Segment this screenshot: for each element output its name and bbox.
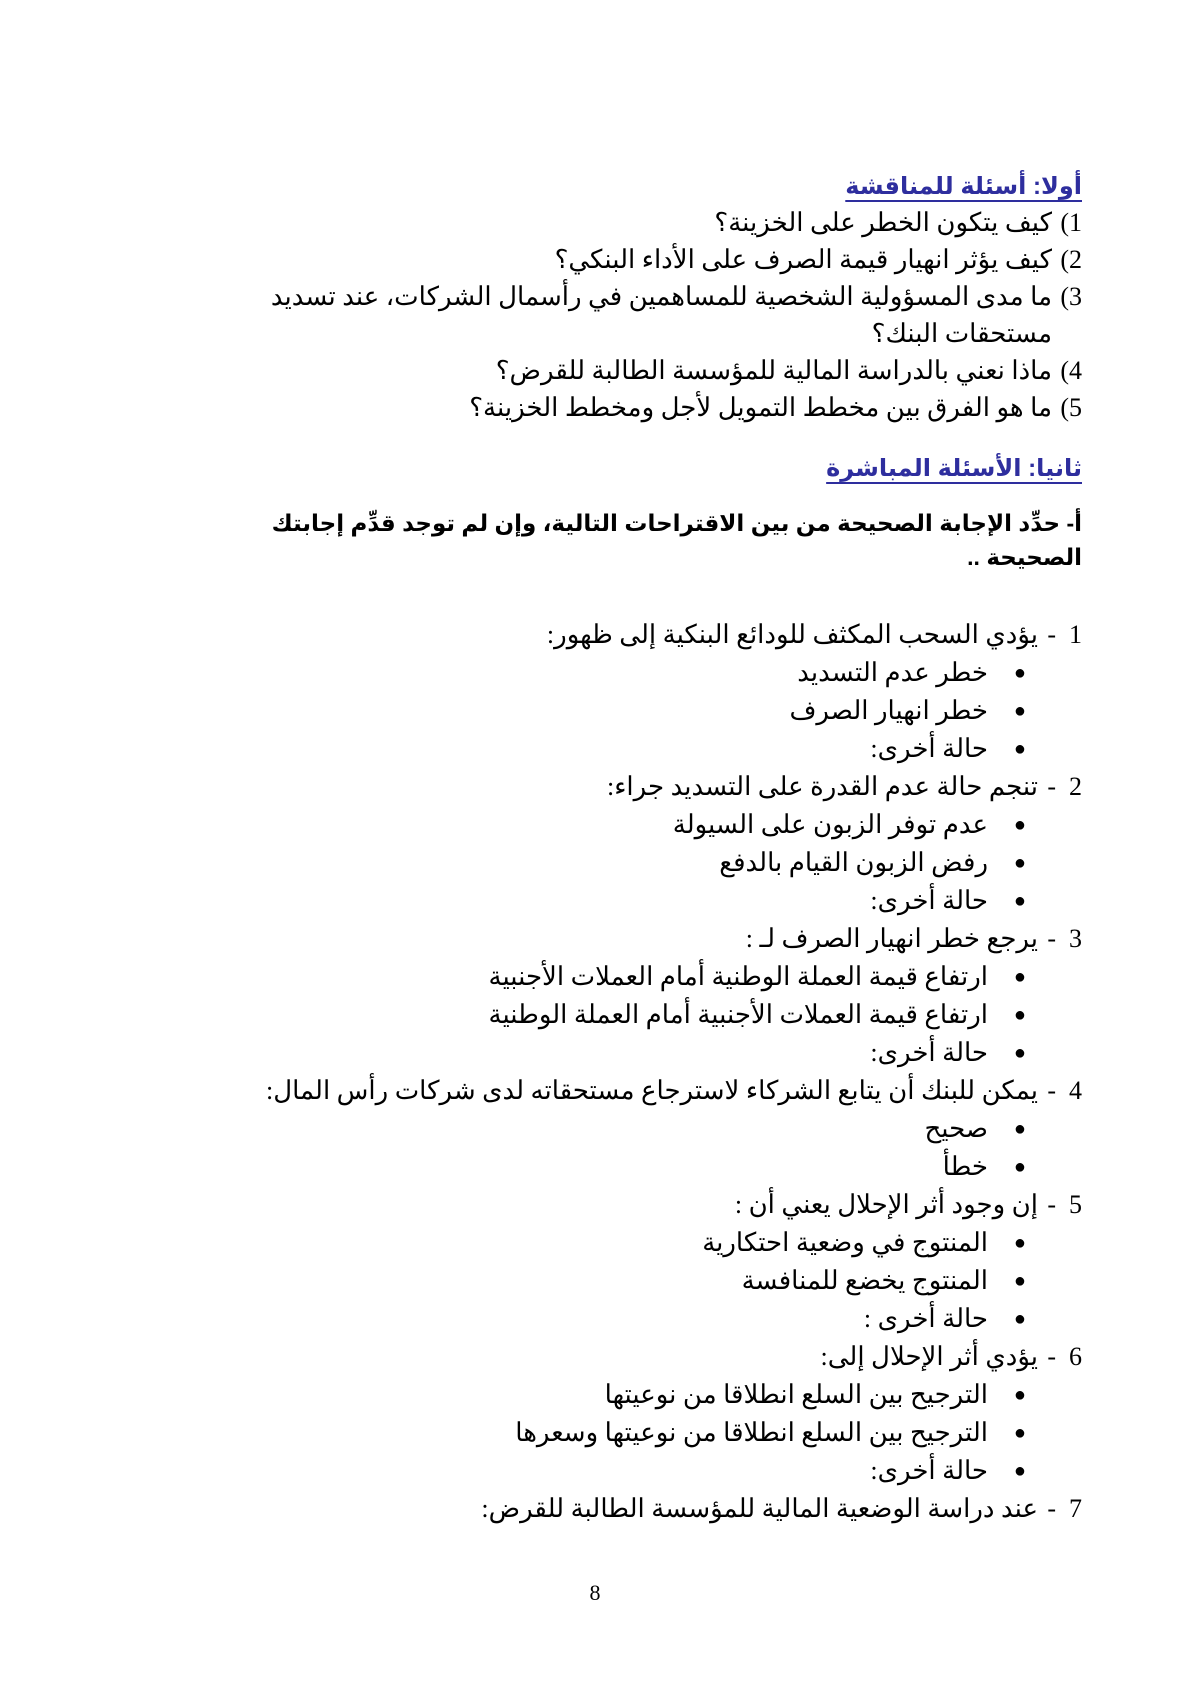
mcq-item [170, 1072, 1082, 1186]
option-text: خطر انهيار الصرف [789, 696, 988, 725]
question-number: 5 [1069, 1190, 1082, 1219]
option-text: خطر عدم التسديد [797, 658, 988, 687]
bullet-icon: ● [1013, 966, 1026, 988]
option-item [170, 1414, 1082, 1452]
question-text: إن وجود أثر الإحلال يعني أن : [734, 1190, 1038, 1219]
question-number: 4) [1060, 356, 1082, 385]
question-number: 5) [1060, 393, 1082, 422]
mcq-item [170, 1338, 1082, 1490]
question-text: تنجم حالة عدم القدرة على التسديد جراء: [606, 772, 1038, 801]
question-text: كيف يتكون الخطر على الخزينة؟ [714, 208, 1052, 237]
question-text: ماذا نعني بالدراسة المالية للمؤسسة الطالبة للقرض؟ [495, 356, 1052, 385]
mcq-question: 2 - تنجم حالة عدم القدرة على التسديد جراء: [170, 768, 1082, 806]
bullet-icon: ● [1013, 662, 1026, 684]
option-list [170, 1110, 1082, 1186]
page-number: 8 [589, 1580, 601, 1605]
question-number: 1) [1060, 208, 1082, 237]
option-text: عدم توفر الزبون على السيولة [672, 810, 988, 839]
option-text: رفض الزبون القيام بالدفع [719, 848, 988, 877]
discussion-question [170, 389, 1082, 426]
mcq-item [170, 616, 1082, 768]
mcq-question: 6 - يؤدي أثر الإحلال إلى: [170, 1338, 1082, 1376]
question-text: يمكن للبنك أن يتابع الشركاء لاسترجاع مستحقاته لدى شركات رأس المال: [265, 1076, 1038, 1105]
question-text: ما مدى المسؤولية الشخصية للمساهمين في رأسمال الشركات، عند تسديد مستحقات البنك؟ [270, 282, 1052, 348]
question-text: عند دراسة الوضعية المالية للمؤسسة الطالبة للقرض: [481, 1494, 1038, 1523]
mcq-item [170, 1186, 1082, 1338]
option-item [170, 1224, 1082, 1262]
option-text: حالة أخرى: [870, 734, 988, 763]
bullet-icon: ● [1013, 1270, 1026, 1292]
discussion-question [170, 241, 1082, 278]
question-number: 1 [1069, 620, 1082, 649]
mcq-question: 7 - عند دراسة الوضعية المالية للمؤسسة الطالبة للقرض: [170, 1490, 1082, 1528]
option-item [170, 882, 1082, 920]
option-item [170, 1148, 1082, 1186]
option-list [170, 1224, 1082, 1338]
bullet-icon: ● [1013, 1232, 1026, 1254]
option-text: المنتوج يخضع للمنافسة [741, 1266, 988, 1295]
option-text: الترجيح بين السلع انطلاقا من نوعيتها [604, 1380, 988, 1409]
bullet-icon: ● [1013, 1042, 1026, 1064]
option-text: ارتفاع قيمة العملات الأجنبية أمام العملة الوطنية [488, 1000, 988, 1029]
option-text: المنتوج في وضعية احتكارية [702, 1228, 988, 1257]
mcq-question: 5 - إن وجود أثر الإحلال يعني أن : [170, 1186, 1082, 1224]
page-content [170, 170, 1082, 1528]
question-text: ما هو الفرق بين مخطط التمويل لأجل ومخطط الخزينة؟ [469, 393, 1052, 422]
question-number: 2 [1069, 772, 1082, 801]
bullet-icon: ● [1013, 890, 1026, 912]
option-text: ارتفاع قيمة العملة الوطنية أمام العملات الأجنبية [488, 962, 988, 991]
discussion-question [170, 204, 1082, 241]
bullet-icon: ● [1013, 1308, 1026, 1330]
question-text: كيف يؤثر انهيار قيمة الصرف على الأداء البنكي؟ [554, 245, 1052, 274]
option-item [170, 1110, 1082, 1148]
option-text: صحيح [924, 1114, 988, 1143]
option-item [170, 730, 1082, 768]
option-item [170, 1452, 1082, 1490]
option-item [170, 654, 1082, 692]
question-text: يؤدي السحب المكثف للودائع البنكية إلى ظهور: [546, 620, 1038, 649]
option-item [170, 1034, 1082, 1072]
option-item [170, 806, 1082, 844]
question-number: 4 [1069, 1076, 1082, 1105]
discussion-questions [170, 204, 1082, 426]
option-item [170, 1262, 1082, 1300]
question-number: 3 [1069, 924, 1082, 953]
mcq-question: 1 - يؤدي السحب المكثف للودائع البنكية إلى ظهور: [170, 616, 1082, 654]
option-text: حالة أخرى: [870, 1038, 988, 1067]
bullet-icon: ● [1013, 852, 1026, 874]
option-item [170, 958, 1082, 996]
bullet-icon: ● [1013, 700, 1026, 722]
mcq-question: 4 - يمكن للبنك أن يتابع الشركاء لاسترجاع مستحقاته لدى شركات رأس المال: [170, 1072, 1082, 1110]
bullet-icon: ● [1013, 1460, 1026, 1482]
option-item [170, 1376, 1082, 1414]
discussion-question [170, 352, 1082, 389]
question-text: يرجع خطر انهيار الصرف لـ : [745, 924, 1038, 953]
question-number: 6 [1069, 1342, 1082, 1371]
bullet-icon: ● [1013, 1004, 1026, 1026]
bullet-icon: ● [1013, 1156, 1026, 1178]
option-text: حالة أخرى: [870, 886, 988, 915]
option-text: حالة أخرى: [870, 1456, 988, 1485]
question-number: 7 [1069, 1494, 1082, 1523]
option-text: الترجيح بين السلع انطلاقا من نوعيتها وسعرها [515, 1418, 988, 1447]
mcq-question: 3 - يرجع خطر انهيار الصرف لـ : [170, 920, 1082, 958]
question-number: 3) [1060, 282, 1082, 311]
option-text: خطأ [942, 1152, 988, 1181]
mcq-list [170, 616, 1082, 1528]
mcq-item [170, 768, 1082, 920]
option-item [170, 996, 1082, 1034]
bullet-icon: ● [1013, 738, 1026, 760]
instruction-text: أ- حدِّد الإجابة الصحيحة من بين الاقتراحات التالية، وإن لم توجد قدِّم إجابتك الصحيحة .. [271, 510, 1082, 570]
option-list [170, 654, 1082, 768]
bullet-icon: ● [1013, 1422, 1026, 1444]
discussion-question [170, 278, 1082, 352]
question-number: 2) [1060, 245, 1082, 274]
option-list [170, 1376, 1082, 1490]
bullet-icon: ● [1013, 1118, 1026, 1140]
section2-heading: ثانيا: الأسئلة المباشرة [826, 455, 1082, 482]
section1-heading: أولا: أسئلة للمناقشة [845, 173, 1082, 200]
question-text: يؤدي أثر الإحلال إلى: [820, 1342, 1038, 1371]
option-text: حالة أخرى : [863, 1304, 988, 1333]
option-list [170, 958, 1082, 1072]
option-item [170, 844, 1082, 882]
bullet-icon: ● [1013, 1384, 1026, 1406]
option-item [170, 692, 1082, 730]
bullet-icon: ● [1013, 814, 1026, 836]
option-list [170, 806, 1082, 920]
mcq-item [170, 1490, 1082, 1528]
option-item [170, 1300, 1082, 1338]
mcq-item [170, 920, 1082, 1072]
